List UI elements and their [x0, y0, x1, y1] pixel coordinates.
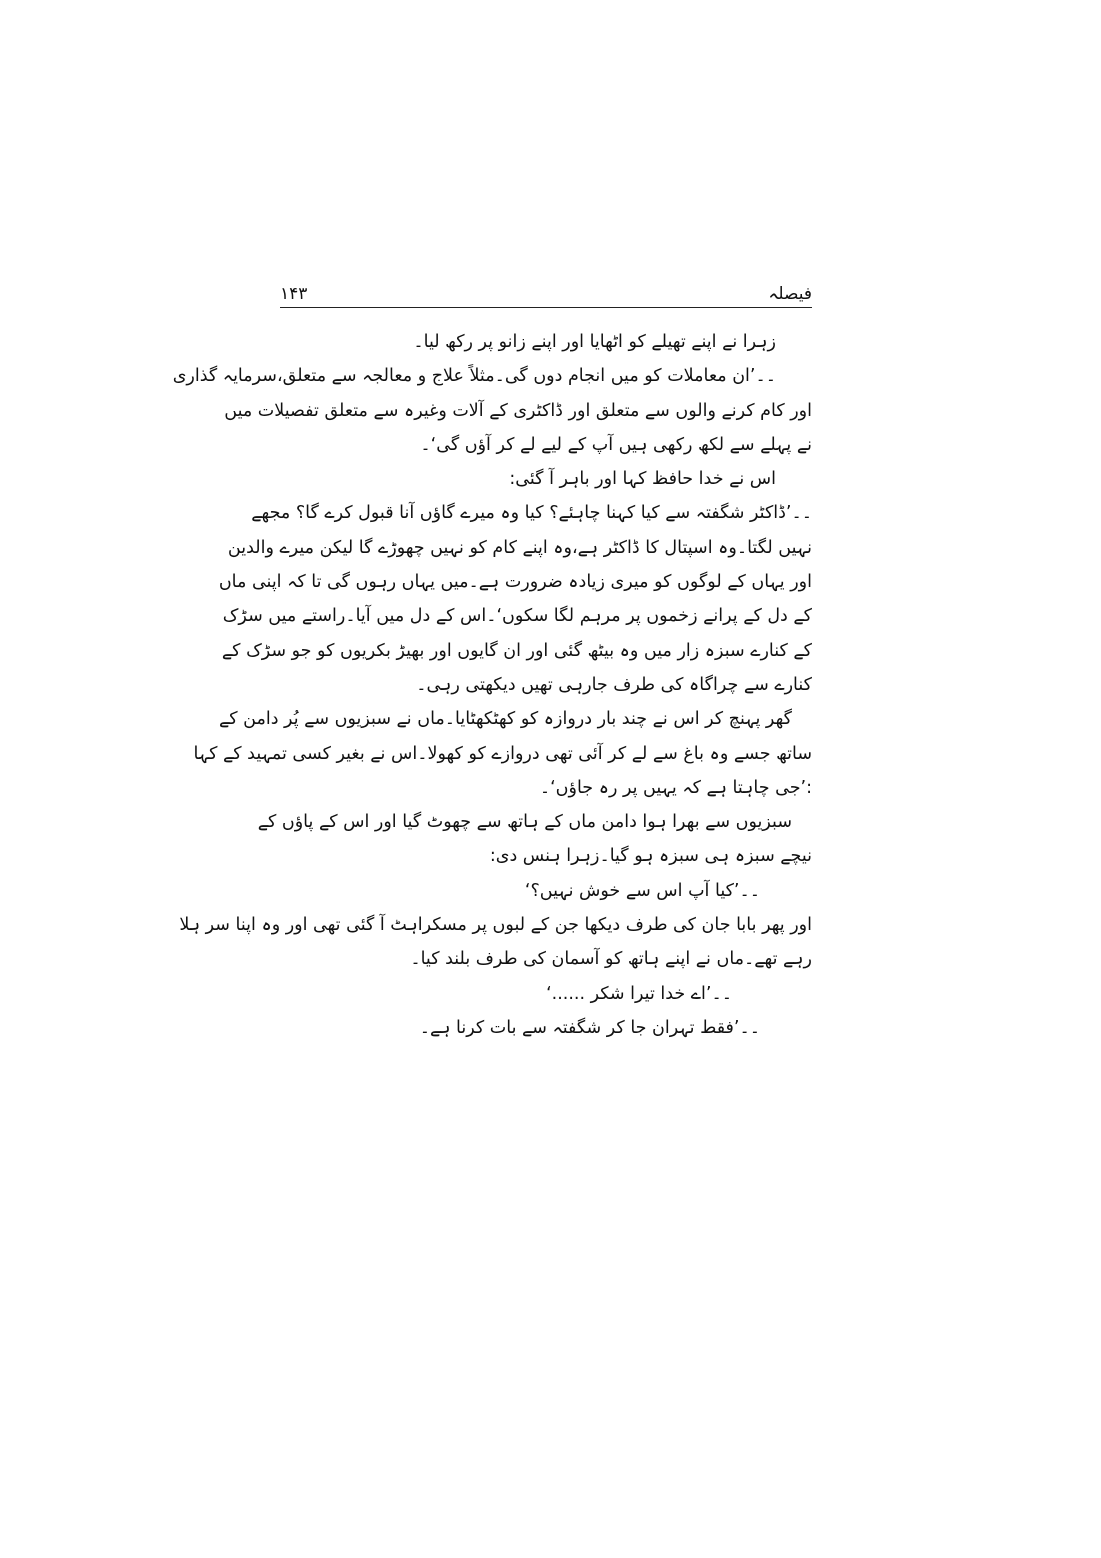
header-title: فیصلہ — [768, 284, 812, 304]
text-line: ۔۔’کیا آپ اس سے خوش نہیں؟‘ — [524, 880, 760, 901]
text-line: گھر پہنچ کر اس نے چند بار دروازہ کو کھٹکھٹایا۔ماں نے سبزیوں سے پُر دامن کے — [218, 709, 792, 730]
text-line: نہیں لگتا۔وہ اسپتال کا ڈاکٹر ہے،وہ اپنے کام کو نہیں چھوڑے گا لیکن میرے والدین — [227, 537, 812, 558]
text-line: ۔۔’فقط تہران جا کر شگفتہ سے بات کرنا ہے۔ — [419, 1017, 760, 1038]
text-line: ۔۔’ان معاملات کو میں انجام دوں گی۔مثلاً علاج و معالجہ سے متعلق،سرمایہ گذاری — [172, 366, 776, 387]
text-line: نیچے سبزہ ہی سبزہ ہو گیا۔زہرا ہنس دی: — [489, 846, 812, 867]
text-line: کنارے سے چراگاہ کی طرف جارہی تھیں دیکھتی رہی۔ — [416, 674, 812, 695]
text-line: ساتھ جسے وہ باغ سے لے کر آئی تھی دروازے کو کھولا۔اس نے بغیر کسی تمہید کے کہا — [193, 743, 812, 764]
body-text — [172, 325, 812, 1045]
text-line: کے دل کے پرانے زخموں پر مرہم لگا سکوں‘۔اس کے دل میں آیا۔راستے میں سڑک — [222, 606, 812, 627]
text-line: نے پہلے سے لکھ رکھی ہیں آپ کے لیے لے کر آؤں گی‘۔ — [420, 434, 812, 455]
text-line: :’جی چاہتا ہے کہ یہیں پر رہ جاؤں‘۔ — [539, 777, 812, 798]
text-line: ۔۔’ڈاکٹر شگفتہ سے کیا کہنا چاہئے؟ کیا وہ میرے گاؤں آنا قبول کرے گا؟ مجھے — [251, 503, 812, 524]
text-line: رہے تھے۔ماں نے اپنے ہاتھ کو آسمان کی طرف بلند کیا۔ — [410, 949, 812, 970]
text-line: اور کام کرنے والوں سے متعلق اور ڈاکٹری کے آلات وغیرہ سے متعلق تفصیلات میں — [224, 400, 812, 421]
text-line: زہرا نے اپنے تھیلے کو اٹھایا اور اپنے زانو پر رکھ لیا۔ — [413, 332, 776, 352]
text-line: اور پھر بابا جان کی طرف دیکھا جن کے لبوں پر مسکراہٹ آ گئی تھی اور وہ اپنا سر ہلا — [179, 915, 812, 936]
text-line: ۔۔’اے خدا تیرا شکر ......‘ — [546, 983, 732, 1004]
running-header — [280, 282, 812, 308]
text-line: کے کنارے سبزہ زار میں وہ بیٹھ گئی اور ان گایوں اور بھیڑ بکریوں کو جو سڑک کے — [221, 640, 812, 661]
text-line: سبزیوں سے بھرا ہوا دامن ماں کے ہاتھ سے چھوٹ گیا اور اس کے پاؤں کے — [257, 812, 792, 833]
header-divider — [280, 307, 812, 308]
text-line: اس نے خدا حافظ کہا اور باہر آ گئی: — [509, 469, 776, 490]
text-line: اور یہاں کے لوگوں کو میری زیادہ ضرورت ہے۔میں یہاں رہوں گی تا کہ اپنی ماں — [218, 572, 812, 593]
page-number: ۱۴۳ — [280, 284, 308, 304]
